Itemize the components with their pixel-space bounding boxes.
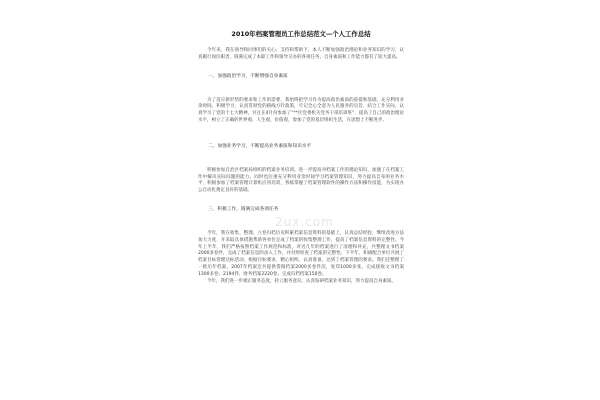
section-paragraph-3: 今年，我在收集、整理、立卷归档历史积累档案信息资料的基础上，认真总结经验，继续改进方法加大力度，开采取具体措施帮助各单位完成了档案的收集整理工作，提高了档案信息资料的完整性。今年上半年，我们严格按照档案工作规范和标准，对近几年的档案进行了清理和补充，共整理文书档案2000多卷件，完成了档案信息的录入工作，并对照检查了档案的完整性。下半年，积极配合单位开展了档案目标管理达标活动，根据目标要求，精心组织，认真准备，达到了档案管理的要求。我们还整理了一批历年档案，2007年档案室共提供借阅档案2000多卷件次，复印1000多张，完成接收文书档案1300多卷、2194件、财务档案2220卷、完成归档档案150卷。 <box>198 230 404 277</box>
section-paragraph-1: 为了适应新形势的要求和工作的需要，我始终把学习作为提高政治素质的前提和基础，充分利用业余时间，积极学习，认真贯彻党的路线方针政策，牢记全心全意为人民服务的宗旨，结合工作实际，认真学习了党的十七大精神，并且在4月份参加了“**区党委机关党务干部培训班”，提高了自己的政治理论水平，树立了正确的世界观、人生观、价值观，参加了党的基层组织生活，在思想上不断进步。 <box>198 97 404 123</box>
watermark: 2ux.com <box>275 215 334 229</box>
section-heading-3: 三、积极工作，圆满完成各项任务 <box>208 206 279 212</box>
article <box>198 30 404 285</box>
section-heading-1: 一、加强政治学习，不断增强自身素质 <box>208 73 288 79</box>
intro-paragraph: 今年来，我在领导和同事们的关心、支持和帮助下，本人不断加强政治理论和业务知识的学习，认真履行岗位职责，圆满完成了本职工作和领导交办的各项任务，自身素质和工作能力都有了较大提高。 <box>198 48 404 60</box>
article-title: 2010年档案管理员工作总结范文—个人工作总结 <box>231 30 371 38</box>
section-paragraph-2: 积极参加自治区档案局组织的档案业务培训，进一步提高对档案工作的理论知识，加强了在档案工作中解决实际问题的能力，同时也注重充分利用业余时间学习档案管理知识，努力提高自身的业务水平，积极参加了档案管理计算机应用培训，熟练掌握了档案管理软件的操作方法和操作技能，为实现办公自动化奠定良好的基础。 <box>198 167 404 194</box>
closing-paragraph: 今年，我们进一步端正服务态度，转立服务意识，认真钻研档案业务知识，努力提高自身素质。 <box>207 278 396 284</box>
section-heading-2: 二、加强业务学习，不断提高业务素质和知识水平 <box>208 143 312 149</box>
